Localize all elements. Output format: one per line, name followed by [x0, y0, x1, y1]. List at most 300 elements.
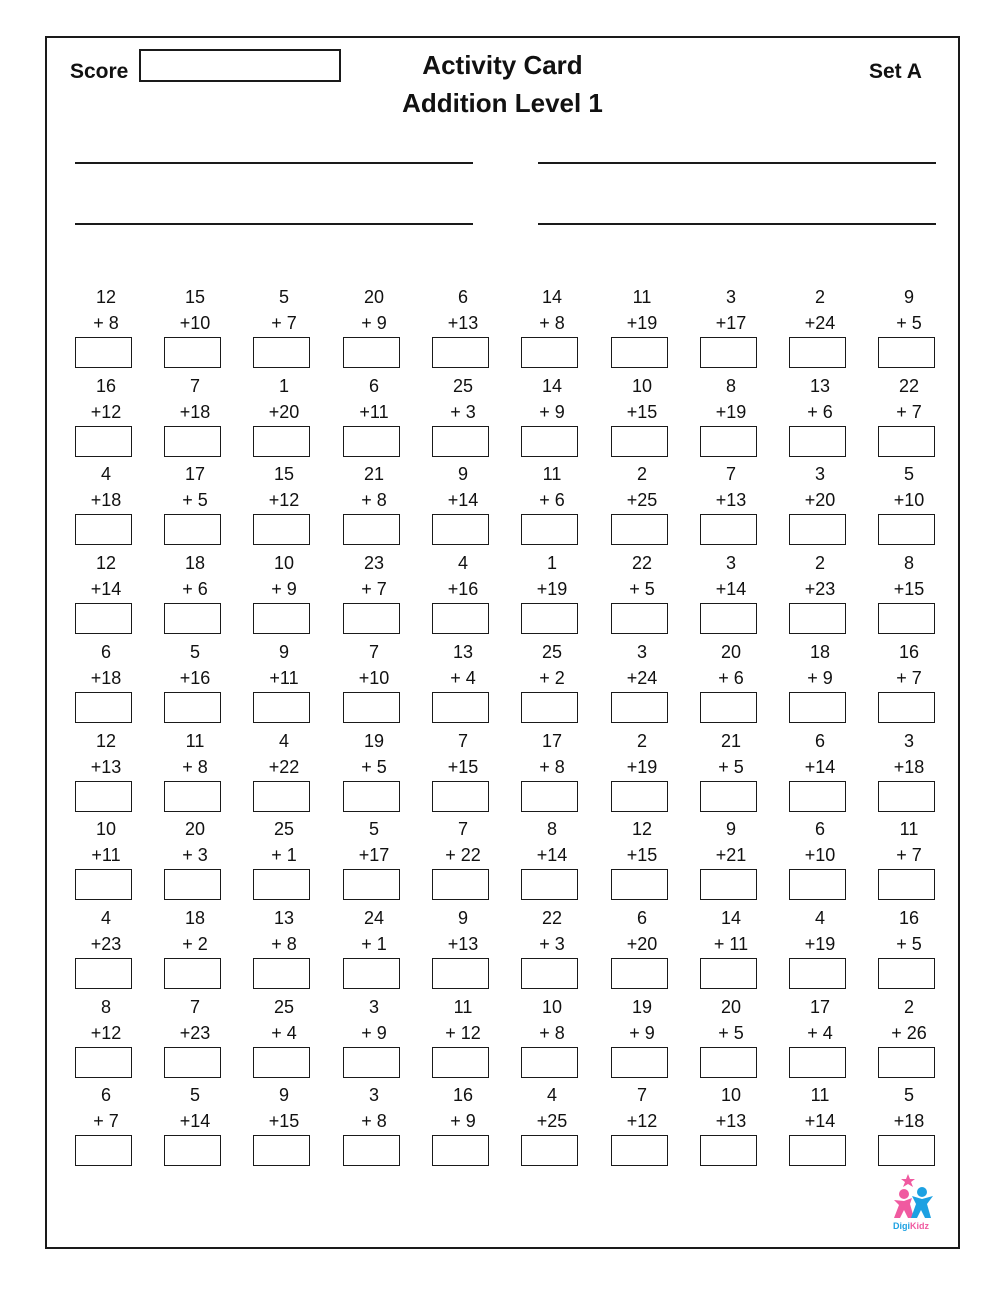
- answer-box[interactable]: [700, 1135, 757, 1166]
- answer-box[interactable]: [432, 781, 489, 812]
- addend-bottom: + 8: [361, 490, 387, 511]
- answer-box[interactable]: [253, 781, 310, 812]
- addend-top: 10: [541, 996, 563, 1017]
- addend-top: 25: [541, 641, 563, 662]
- answer-box[interactable]: [700, 869, 757, 900]
- addend-top: 22: [898, 375, 920, 396]
- addend-bottom: +10: [804, 845, 836, 866]
- addition-problem: [343, 997, 403, 1077]
- addend-bottom: +18: [893, 1111, 925, 1132]
- addition-problem: [700, 731, 760, 811]
- answer-box[interactable]: [521, 514, 578, 545]
- addend-top: 8: [725, 375, 736, 396]
- addend-top: 3: [725, 553, 736, 574]
- addend-top: 20: [363, 287, 385, 307]
- answer-box[interactable]: [611, 1135, 668, 1166]
- answer-box[interactable]: [164, 692, 221, 723]
- addition-problem: [253, 1085, 313, 1165]
- answer-box[interactable]: [164, 1135, 221, 1166]
- addend-top: 2: [636, 730, 647, 751]
- addition-problem: [789, 997, 849, 1077]
- answer-box[interactable]: [611, 514, 668, 545]
- addend-bottom: +14: [536, 845, 568, 866]
- addend-top: 9: [725, 819, 736, 840]
- addend-bottom: +18: [90, 667, 122, 688]
- addend-bottom: +17: [715, 313, 747, 333]
- addend-top: 10: [273, 553, 295, 574]
- answer-box[interactable]: [164, 337, 221, 368]
- addend-top: 8: [100, 996, 111, 1017]
- answer-box[interactable]: [789, 692, 846, 723]
- answer-box[interactable]: [789, 337, 846, 368]
- addend-bottom: +15: [626, 845, 658, 866]
- addition-problem: [700, 287, 760, 367]
- addend-bottom: +23: [179, 1022, 211, 1043]
- addend-bottom: + 7: [271, 313, 297, 333]
- addend-bottom: + 4: [807, 1022, 833, 1043]
- addition-problem: [253, 908, 313, 988]
- answer-box[interactable]: [611, 426, 668, 457]
- addition-problem: [75, 908, 135, 988]
- answer-box[interactable]: [432, 514, 489, 545]
- addition-problem: [878, 997, 938, 1077]
- addend-bottom: + 9: [629, 1022, 655, 1043]
- addition-problem: [700, 553, 760, 633]
- addend-top: 21: [720, 730, 742, 751]
- addition-problem: [164, 642, 224, 722]
- answer-box[interactable]: [789, 1047, 846, 1078]
- addition-problem: [789, 731, 849, 811]
- addend-top: 6: [368, 375, 379, 396]
- addend-top: 6: [636, 907, 647, 928]
- answer-box[interactable]: [75, 869, 132, 900]
- answer-box[interactable]: [700, 337, 757, 368]
- answer-box[interactable]: [878, 692, 935, 723]
- addend-bottom: + 8: [539, 756, 565, 777]
- addend-top: 11: [453, 996, 473, 1017]
- addend-top: 7: [368, 641, 379, 662]
- addend-bottom: + 9: [807, 667, 833, 688]
- addition-problem: [432, 376, 492, 456]
- addend-top: 19: [631, 996, 653, 1017]
- addend-bottom: +13: [447, 313, 479, 333]
- answer-box[interactable]: [878, 1135, 935, 1166]
- addend-bottom: +14: [90, 579, 122, 600]
- addend-bottom: + 5: [896, 933, 922, 954]
- addition-problem: [789, 642, 849, 722]
- addition-problem: [521, 997, 581, 1077]
- answer-box[interactable]: [432, 869, 489, 900]
- addition-problem: [432, 997, 492, 1077]
- answer-box[interactable]: [343, 514, 400, 545]
- answer-box[interactable]: [611, 337, 668, 368]
- answer-box[interactable]: [75, 1047, 132, 1078]
- answer-box[interactable]: [75, 337, 132, 368]
- addition-problem: [432, 553, 492, 633]
- addend-top: 10: [720, 1085, 742, 1106]
- addition-problem: [789, 819, 849, 899]
- addition-problem: [700, 997, 760, 1077]
- answer-box[interactable]: [521, 1135, 578, 1166]
- answer-box[interactable]: [878, 781, 935, 812]
- answer-box[interactable]: [878, 426, 935, 457]
- addition-problem: [75, 287, 135, 367]
- answer-box[interactable]: [75, 603, 132, 634]
- addend-bottom: + 3: [182, 845, 208, 866]
- addend-top: 12: [95, 730, 117, 751]
- addition-problem: [521, 908, 581, 988]
- write-line-left-1[interactable]: [75, 162, 473, 164]
- addend-bottom: + 3: [539, 933, 565, 954]
- answer-box[interactable]: [343, 781, 400, 812]
- answer-box[interactable]: [700, 1047, 757, 1078]
- answer-box[interactable]: [343, 692, 400, 723]
- addend-bottom: + 5: [629, 579, 655, 600]
- addend-bottom: + 2: [539, 667, 565, 688]
- answer-box[interactable]: [878, 514, 935, 545]
- addend-top: 13: [452, 641, 474, 662]
- addend-bottom: + 12: [445, 1022, 481, 1043]
- addend-top: 7: [725, 464, 736, 485]
- addend-bottom: + 3: [450, 401, 476, 422]
- addend-bottom: + 2: [182, 933, 208, 954]
- answer-box[interactable]: [343, 1047, 400, 1078]
- addition-problem: [253, 287, 313, 367]
- answer-box[interactable]: [164, 514, 221, 545]
- answer-box[interactable]: [343, 337, 400, 368]
- addend-top: 7: [636, 1085, 647, 1106]
- addend-bottom: +16: [447, 579, 479, 600]
- addend-top: 6: [814, 730, 825, 751]
- answer-box[interactable]: [521, 426, 578, 457]
- addend-bottom: +18: [179, 401, 211, 422]
- addend-bottom: +24: [626, 667, 658, 688]
- addend-bottom: +11: [269, 667, 299, 688]
- addition-problem: [521, 376, 581, 456]
- addition-problem: [343, 908, 403, 988]
- addend-bottom: + 9: [450, 1111, 476, 1132]
- answer-box[interactable]: [878, 1047, 935, 1078]
- answer-box[interactable]: [789, 958, 846, 989]
- addend-top: 23: [363, 553, 385, 574]
- answer-box[interactable]: [75, 692, 132, 723]
- answer-box[interactable]: [789, 1135, 846, 1166]
- answer-box[interactable]: [164, 869, 221, 900]
- answer-box[interactable]: [521, 781, 578, 812]
- addend-top: 11: [632, 287, 652, 307]
- addition-problem: [343, 642, 403, 722]
- addition-problem: [611, 908, 671, 988]
- addend-top: 6: [100, 1085, 111, 1106]
- answer-box[interactable]: [789, 869, 846, 900]
- addition-problem: [343, 731, 403, 811]
- answer-box[interactable]: [343, 603, 400, 634]
- addend-bottom: + 7: [361, 579, 387, 600]
- addend-top: 14: [541, 287, 563, 307]
- addend-bottom: +11: [359, 401, 389, 422]
- addend-bottom: +10: [179, 313, 211, 333]
- addition-problem: [253, 642, 313, 722]
- addition-problem: [878, 464, 938, 544]
- answer-box[interactable]: [75, 958, 132, 989]
- answer-box[interactable]: [878, 869, 935, 900]
- addend-bottom: + 1: [271, 845, 297, 866]
- addition-problem: [700, 464, 760, 544]
- addend-bottom: +21: [715, 845, 747, 866]
- answer-box[interactable]: [164, 958, 221, 989]
- answer-box[interactable]: [253, 869, 310, 900]
- addend-top: 20: [720, 641, 742, 662]
- addend-bottom: + 8: [361, 1111, 387, 1132]
- addend-top: 5: [903, 1085, 914, 1106]
- answer-box[interactable]: [253, 1047, 310, 1078]
- addend-top: 5: [189, 1085, 200, 1106]
- addend-top: 12: [95, 553, 117, 574]
- addend-bottom: +22: [268, 756, 300, 777]
- page-title: Activity Card: [422, 50, 583, 80]
- addend-top: 3: [725, 287, 736, 307]
- addend-bottom: +24: [804, 313, 836, 333]
- addend-top: 11: [185, 730, 205, 751]
- addend-top: 18: [809, 641, 831, 662]
- addition-problem: [343, 819, 403, 899]
- addend-bottom: +20: [626, 933, 658, 954]
- answer-box[interactable]: [75, 514, 132, 545]
- addition-problem: [521, 1085, 581, 1165]
- addend-top: 9: [457, 464, 468, 485]
- answer-box[interactable]: [253, 514, 310, 545]
- answer-box[interactable]: [521, 337, 578, 368]
- addition-problem: [789, 908, 849, 988]
- addition-problem: [878, 1085, 938, 1165]
- answer-box[interactable]: [432, 337, 489, 368]
- addend-bottom: +23: [804, 579, 836, 600]
- addition-problem: [253, 553, 313, 633]
- addend-top: 9: [278, 1085, 289, 1106]
- addition-problem: [75, 997, 135, 1077]
- addition-problem: [75, 642, 135, 722]
- write-line-right-1[interactable]: [538, 162, 936, 164]
- addend-top: 19: [363, 730, 385, 751]
- answer-box[interactable]: [700, 958, 757, 989]
- addition-problem: [611, 731, 671, 811]
- addend-bottom: +15: [447, 756, 479, 777]
- answer-box[interactable]: [164, 1047, 221, 1078]
- addend-bottom: + 9: [271, 579, 297, 600]
- addition-problem: [789, 1085, 849, 1165]
- addend-top: 2: [814, 287, 825, 307]
- addend-top: 12: [95, 287, 117, 307]
- addend-top: 3: [636, 641, 647, 662]
- addend-bottom: +14: [804, 756, 836, 777]
- addend-top: 25: [273, 819, 295, 840]
- addend-top: 4: [100, 464, 111, 485]
- addend-bottom: + 5: [361, 756, 387, 777]
- addend-bottom: + 9: [361, 1022, 387, 1043]
- answer-box[interactable]: [432, 603, 489, 634]
- addend-top: 16: [95, 375, 117, 396]
- answer-box[interactable]: [700, 692, 757, 723]
- write-line-right-2[interactable]: [538, 223, 936, 225]
- write-line-left-2[interactable]: [75, 223, 473, 225]
- addition-problem: [521, 731, 581, 811]
- addend-bottom: +23: [90, 933, 122, 954]
- answer-box[interactable]: [432, 692, 489, 723]
- answer-box[interactable]: [75, 781, 132, 812]
- set-label: Set A: [869, 60, 922, 83]
- addend-bottom: +19: [715, 401, 747, 422]
- addend-bottom: + 5: [718, 1022, 744, 1043]
- addend-top: 3: [903, 730, 914, 751]
- addition-problem: [432, 1085, 492, 1165]
- addend-top: 7: [189, 996, 200, 1017]
- addend-top: 24: [363, 907, 385, 928]
- answer-box[interactable]: [343, 1135, 400, 1166]
- answer-box[interactable]: [611, 869, 668, 900]
- addend-bottom: + 9: [361, 313, 387, 333]
- answer-box[interactable]: [253, 426, 310, 457]
- addend-top: 13: [273, 907, 295, 928]
- addend-top: 16: [898, 641, 920, 662]
- answer-box[interactable]: [343, 958, 400, 989]
- addend-bottom: + 4: [450, 667, 476, 688]
- answer-box[interactable]: [611, 958, 668, 989]
- addend-bottom: + 7: [896, 667, 922, 688]
- answer-box[interactable]: [611, 1047, 668, 1078]
- addend-top: 4: [814, 907, 825, 928]
- addition-problem: [164, 997, 224, 1077]
- answer-box[interactable]: [432, 1135, 489, 1166]
- addend-top: 12: [631, 819, 653, 840]
- addend-top: 17: [184, 464, 206, 485]
- answer-box[interactable]: [432, 1047, 489, 1078]
- addition-problem: [878, 819, 938, 899]
- addend-bottom: +19: [626, 313, 658, 333]
- answer-box[interactable]: [789, 426, 846, 457]
- addend-top: 9: [457, 907, 468, 928]
- addition-problem: [878, 376, 938, 456]
- answer-box[interactable]: [611, 692, 668, 723]
- addend-bottom: +13: [447, 933, 479, 954]
- addend-top: 3: [368, 1085, 379, 1106]
- answer-box[interactable]: [253, 337, 310, 368]
- answer-box[interactable]: [253, 603, 310, 634]
- answer-box[interactable]: [521, 958, 578, 989]
- addition-problem: [878, 908, 938, 988]
- addend-bottom: + 6: [182, 579, 208, 600]
- answer-box[interactable]: [789, 514, 846, 545]
- addend-bottom: +20: [804, 490, 836, 511]
- answer-box[interactable]: [164, 781, 221, 812]
- addition-problem: [343, 376, 403, 456]
- answer-box[interactable]: [253, 958, 310, 989]
- answer-box[interactable]: [432, 426, 489, 457]
- answer-box[interactable]: [432, 958, 489, 989]
- addend-top: 15: [184, 287, 206, 307]
- addend-top: 16: [898, 907, 920, 928]
- addition-problem: [878, 642, 938, 722]
- addend-bottom: + 7: [896, 845, 922, 866]
- addend-top: 14: [541, 375, 563, 396]
- answer-box[interactable]: [700, 781, 757, 812]
- answer-box[interactable]: [878, 603, 935, 634]
- addend-top: 2: [636, 464, 647, 485]
- addition-problem: [700, 1085, 760, 1165]
- answer-box[interactable]: [343, 869, 400, 900]
- addend-top: 8: [546, 819, 557, 840]
- addition-problem: [253, 376, 313, 456]
- answer-box[interactable]: [789, 781, 846, 812]
- answer-box[interactable]: [75, 1135, 132, 1166]
- addend-bottom: +17: [358, 845, 390, 866]
- answer-box[interactable]: [253, 692, 310, 723]
- addend-bottom: + 6: [539, 490, 565, 511]
- addition-problem: [164, 1085, 224, 1165]
- answer-box[interactable]: [521, 603, 578, 634]
- addend-top: 6: [814, 819, 825, 840]
- score-label: Score: [70, 60, 129, 83]
- addend-top: 4: [100, 907, 111, 928]
- addition-problem: [432, 819, 492, 899]
- addend-bottom: + 8: [271, 933, 297, 954]
- addend-bottom: +15: [893, 579, 925, 600]
- answer-box[interactable]: [521, 692, 578, 723]
- addend-top: 10: [631, 375, 653, 396]
- addend-top: 7: [457, 730, 468, 751]
- addition-problem: [789, 464, 849, 544]
- answer-box[interactable]: [521, 1047, 578, 1078]
- page-subtitle: Addition Level 1: [402, 88, 603, 118]
- answer-box[interactable]: [700, 603, 757, 634]
- addend-top: 1: [278, 375, 289, 396]
- addend-bottom: +10: [893, 490, 925, 511]
- addend-bottom: +13: [715, 1111, 747, 1132]
- answer-box[interactable]: [611, 781, 668, 812]
- addend-top: 9: [903, 287, 914, 307]
- addition-problem: [878, 287, 938, 367]
- addition-problem: [164, 464, 224, 544]
- addend-top: 6: [457, 287, 468, 307]
- answer-box[interactable]: [164, 426, 221, 457]
- answer-box[interactable]: [878, 958, 935, 989]
- addition-problem: [343, 1085, 403, 1165]
- addition-problem: [878, 731, 938, 811]
- addition-problem: [164, 553, 224, 633]
- answer-box[interactable]: [164, 603, 221, 634]
- addition-problem: [611, 642, 671, 722]
- addition-problem: [75, 553, 135, 633]
- addend-top: 8: [903, 553, 914, 574]
- addend-bottom: + 11: [713, 933, 749, 954]
- answer-box[interactable]: [700, 426, 757, 457]
- answer-box[interactable]: [343, 426, 400, 457]
- answer-box[interactable]: [521, 869, 578, 900]
- answer-box[interactable]: [75, 426, 132, 457]
- answer-box[interactable]: [611, 603, 668, 634]
- addend-top: 10: [95, 819, 117, 840]
- addend-top: 1: [546, 553, 557, 574]
- answer-box[interactable]: [700, 514, 757, 545]
- addition-problem: [700, 376, 760, 456]
- answer-box[interactable]: [789, 603, 846, 634]
- answer-box[interactable]: [878, 337, 935, 368]
- addend-bottom: +15: [268, 1111, 300, 1132]
- addend-bottom: + 8: [93, 313, 119, 333]
- addend-top: 15: [273, 464, 295, 485]
- addition-problem: [432, 287, 492, 367]
- answer-box[interactable]: [253, 1135, 310, 1166]
- addend-bottom: +16: [179, 667, 211, 688]
